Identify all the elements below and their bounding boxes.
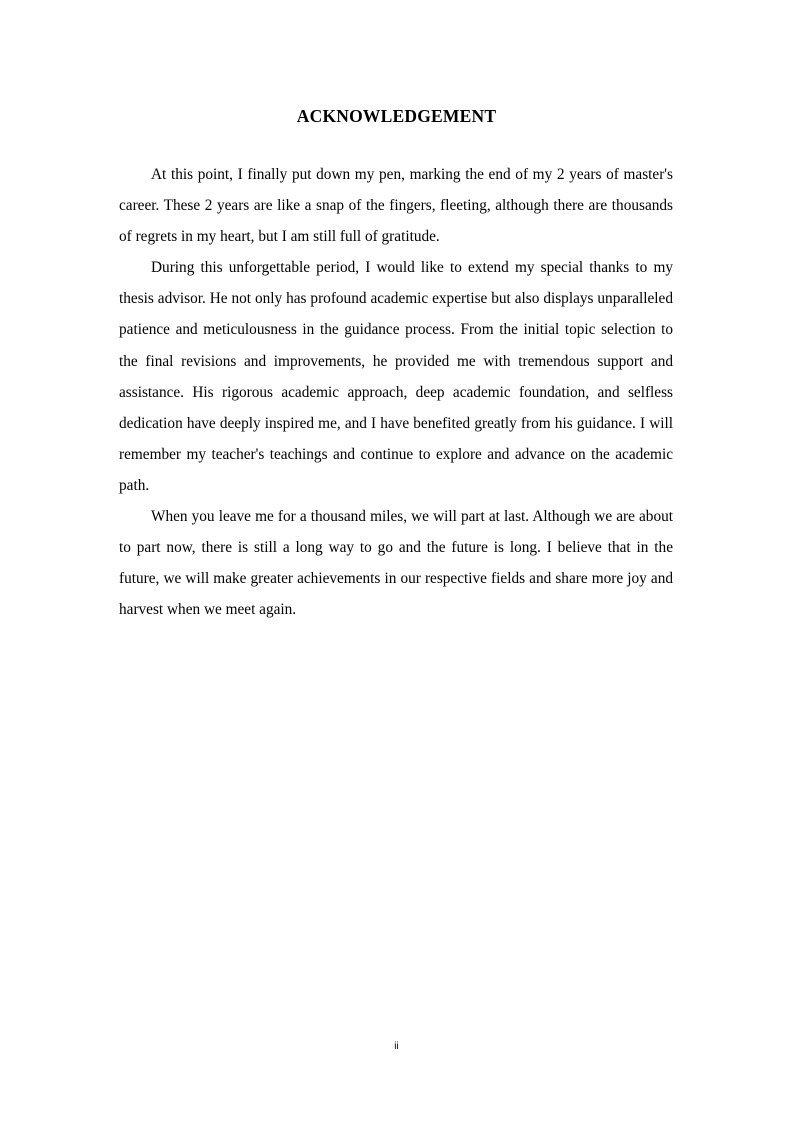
paragraph-2: During this unforgettable period, I would like to extend my special thanks to my thesis advisor. He not only has profound academic expertise but also displays unparalleled patience and meticulousness in the guidance process. From the initial topic selection to the final revisions and improvements, he provided me with tremendous support and assistance. His rigorous academic approach, deep academic foundation, and selfless dedication have deeply inspired me, and I have benefited greatly from his guidance. I will remember my teacher's teachings and continue to explore and advance on the academic path. (119, 259, 673, 494)
paragraph-3: When you leave me for a thousand miles, we will part at last. Although we are about to part now, there is still a long way to go and the future is long. I believe that in the future, we will make greater achievements in our respective fields and share more joy and harvest when we meet again. (119, 508, 673, 619)
paragraph-1: At this point, I finally put down my pen, marking the end of my 2 years of master's career. These 2 years are like a snap of the fingers, fleeting, although there are thousands of regrets in my heart, but I am still full of gratitude. (119, 166, 673, 246)
page-number: ii (394, 1041, 399, 1052)
acknowledgement-body (119, 159, 673, 625)
page-title: ACKNOWLEDGEMENT (296, 106, 497, 126)
